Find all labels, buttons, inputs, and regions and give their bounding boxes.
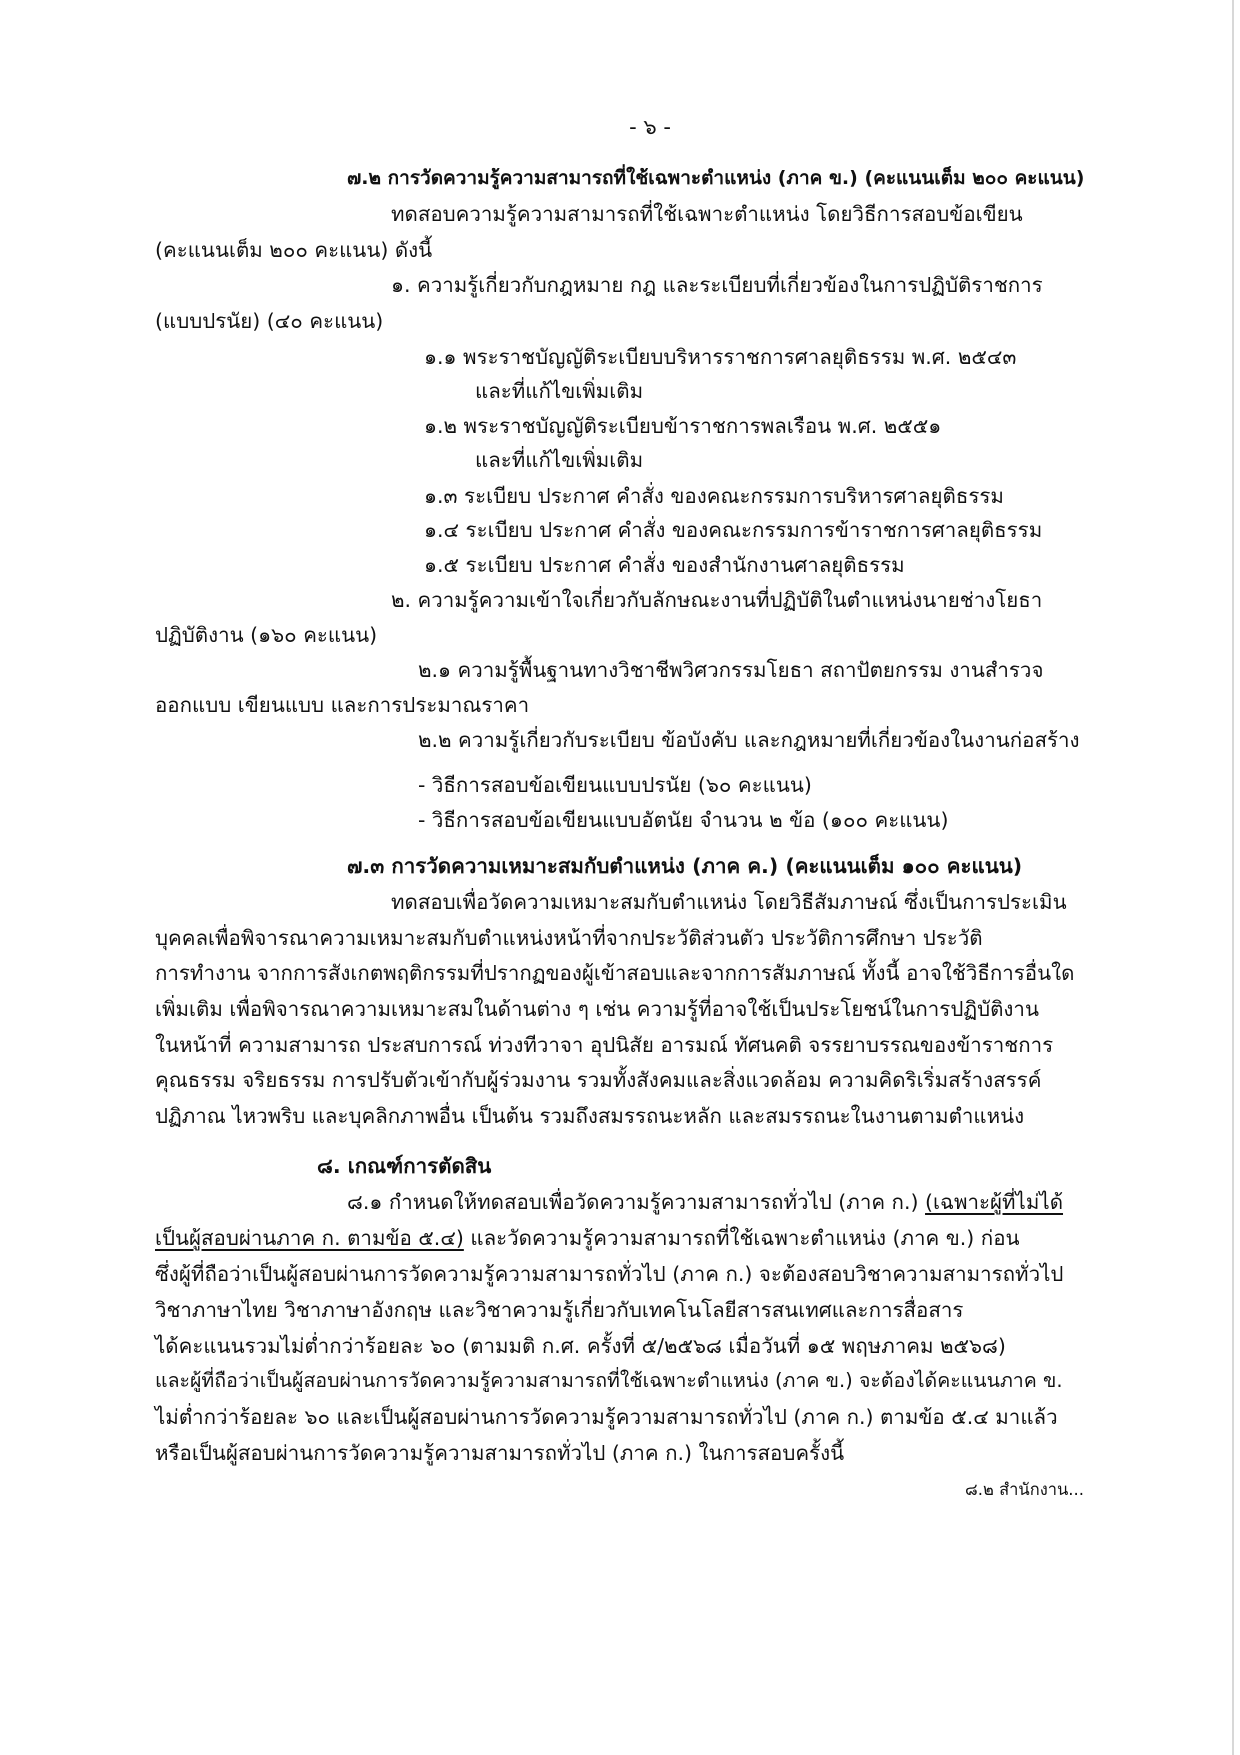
item-2-line-2: ปฏิบัติงาน (๑๖๐ คะแนน): [155, 623, 378, 647]
section-8-1-line-2: [155, 1223, 1020, 1253]
exam-method-subjective: - วิธีการสอบข้อเขียนแบบอัตนัย จำนวน ๒ ข้อ (๑๐๐ คะแนน): [418, 808, 949, 832]
section-8-1-line-8: หรือเป็นผู้สอบผ่านการวัดความรู้ความสามารถทั่วไป (ภาค ก.) ในการสอบครั้งนี้: [155, 1441, 845, 1465]
exam-method-objective: - วิธีการสอบข้อเขียนแบบปรนัย (๖๐ คะแนน): [418, 773, 812, 797]
section-8-1-line-7: ไม่ต่ำกว่าร้อยละ ๖๐ และเป็นผู้สอบผ่านการวัดความรู้ความสามารถทั่วไป (ภาค ก.) ตามข้อ ๕.๔ มาแล้ว: [155, 1405, 1058, 1429]
section-8-heading: ๘. เกณฑ์การตัดสิน: [317, 1154, 492, 1178]
section-7-3-para-line-1: ทดสอบเพื่อวัดความเหมาะสมกับตำแหน่ง โดยวิธีสัมภาษณ์ ซึ่งเป็นการประเมิน: [391, 890, 1067, 914]
subitem-1-1-line-2: และที่แก้ไขเพิ่มเติม: [475, 379, 644, 403]
section-7-3-para-line-2: บุคคลเพื่อพิจารณาความเหมาะสมกับตำแหน่งหน้าที่จากประวัติส่วนตัว ประวัติการศึกษา ประวัติ: [155, 926, 983, 950]
section-7-2-intro-line-1: ทดสอบความรู้ความสามารถที่ใช้เฉพาะตำแหน่ง โดยวิธีการสอบข้อเขียน: [391, 202, 1023, 226]
subitem-2-1-line-1: ๒.๑ ความรู้พื้นฐานทางวิชาชีพวิศวกรรมโยธา สถาปัตยกรรม งานสำรวจ: [418, 658, 1044, 682]
subitem-1-3: ๑.๓ ระเบียบ ประกาศ คำสั่ง ของคณะกรรมการบริหารศาลยุติธรรม: [424, 484, 1004, 508]
section-8-1-line-1-text: ๘.๑ กำหนดให้ทดสอบเพื่อวัดความรู้ความสามารถทั่วไป (ภาค ก.): [347, 1190, 919, 1214]
section-7-3-para-line-6: คุณธรรม จริยธรรม การปรับตัวเข้ากับผู้ร่วมงาน รวมทั้งสังคมและสิ่งแวดล้อม ความคิดริเริ่มสร้างสรรค์: [155, 1068, 1042, 1092]
section-8-1-line-1: [347, 1187, 1063, 1217]
section-8-1-line-3: ซึ่งผู้ที่ถือว่าเป็นผู้สอบผ่านการวัดความรู้ความสามารถทั่วไป (ภาค ก.) จะต้องสอบวิชาความสามารถทั่วไป: [155, 1262, 1064, 1286]
page-edge: [1232, 0, 1234, 1755]
subitem-1-2-line-1: ๑.๒ พระราชบัญญัติระเบียบข้าราชการพลเรือน พ.ศ. ๒๕๕๑: [424, 414, 942, 438]
subitem-2-2: ๒.๒ ความรู้เกี่ยวกับระเบียบ ข้อบังคับ และกฎหมายที่เกี่ยวข้องในงานก่อสร้าง: [418, 728, 1080, 752]
page-number: - ๖ -: [629, 115, 671, 139]
subitem-1-5: ๑.๕ ระเบียบ ประกาศ คำสั่ง ของสำนักงานศาลยุติธรรม: [424, 553, 905, 577]
section-8-1-line-4: วิชาภาษาไทย วิชาภาษาอังกฤษ และวิชาความรู้เกี่ยวกับเทคโนโลยีสารสนเทศและการสื่อสาร: [155, 1298, 964, 1322]
section-8-1-underlined-condition-end: เป็นผู้สอบผ่านภาค ก. ตามข้อ ๕.๔): [155, 1226, 464, 1250]
item-1-line-2: (แบบปรนัย) (๔๐ คะแนน): [155, 309, 384, 333]
item-2-line-1: ๒. ความรู้ความเข้าใจเกี่ยวกับลักษณะงานที่ปฏิบัติในตำแหน่งนายช่างโยธา: [391, 588, 1043, 612]
section-7-3-heading: ๗.๓ การวัดความเหมาะสมกับตำแหน่ง (ภาค ค.) (คะแนนเต็ม ๑๐๐ คะแนน): [347, 854, 1023, 878]
subitem-1-1-line-1: ๑.๑ พระราชบัญญัติระเบียบบริหารราชการศาลยุติธรรม พ.ศ. ๒๕๔๓: [424, 345, 1017, 369]
section-7-3-para-line-3: การทำงาน จากการสังเกตพฤติกรรมที่ปรากฏของผู้เข้าสอบและจากการสัมภาษณ์ ทั้งนี้ อาจใช้วิธีการอื่นใด: [155, 961, 1075, 985]
section-7-3-para-line-4: เพิ่มเติม เพื่อพิจารณาความเหมาะสมในด้านต่าง ๆ เช่น ความรู้ที่อาจใช้เป็นประโยชน์ในการปฏิบัติงาน: [155, 997, 1039, 1021]
section-8-1-line-5: ได้คะแนนรวมไม่ต่ำกว่าร้อยละ ๖๐ (ตามมติ ก.ศ. ครั้งที่ ๕/๒๕๖๘ เมื่อวันที่ ๑๕ พฤษภาคม ๒๕๖๘): [155, 1334, 1006, 1358]
item-1-line-1: ๑. ความรู้เกี่ยวกับกฎหมาย กฎ และระเบียบที่เกี่ยวข้องในการปฏิบัติราชการ: [391, 273, 1043, 297]
subitem-1-4: ๑.๔ ระเบียบ ประกาศ คำสั่ง ของคณะกรรมการข้าราชการศาลยุติธรรม: [424, 518, 1043, 542]
section-8-1-underlined-condition-start: (เฉพาะผู้ที่ไม่ได้: [925, 1190, 1064, 1214]
section-7-2-heading: ๗.๒ การวัดความรู้ความสามารถที่ใช้เฉพาะตำแหน่ง (ภาค ข.) (คะแนนเต็ม ๒๐๐ คะแนน): [347, 167, 1085, 189]
subitem-2-1-line-2: ออกแบบ เขียนแบบ และการประมาณราคา: [155, 693, 530, 717]
section-8-1-line-6: และผู้ที่ถือว่าเป็นผู้สอบผ่านการวัดความรู้ความสามารถที่ใช้เฉพาะตำแหน่ง (ภาค ข.) จะต้องได้คะแนนภาค ข.: [155, 1369, 1063, 1392]
subitem-1-2-line-2: และที่แก้ไขเพิ่มเติม: [475, 448, 644, 472]
section-8-1-line-2-text: และวัดความรู้ความสามารถที่ใช้เฉพาะตำแหน่ง (ภาค ข.) ก่อน: [470, 1226, 1020, 1250]
continuation-marker: ๘.๒ สำนักงาน...: [965, 1480, 1085, 1499]
section-7-2-intro-line-2: (คะแนนเต็ม ๒๐๐ คะแนน) ดังนี้: [155, 238, 433, 262]
section-7-3-para-line-7: ปฏิภาณ ไหวพริบ และบุคลิกภาพอื่น เป็นต้น รวมถึงสมรรถนะหลัก และสมรรถนะในงานตามตำแหน่ง: [155, 1104, 1025, 1128]
section-7-3-para-line-5: ในหน้าที่ ความสามารถ ประสบการณ์ ท่วงทีวาจา อุปนิสัย อารมณ์ ทัศนคติ จรรยาบรรณของข้าราชการ: [155, 1033, 1054, 1057]
